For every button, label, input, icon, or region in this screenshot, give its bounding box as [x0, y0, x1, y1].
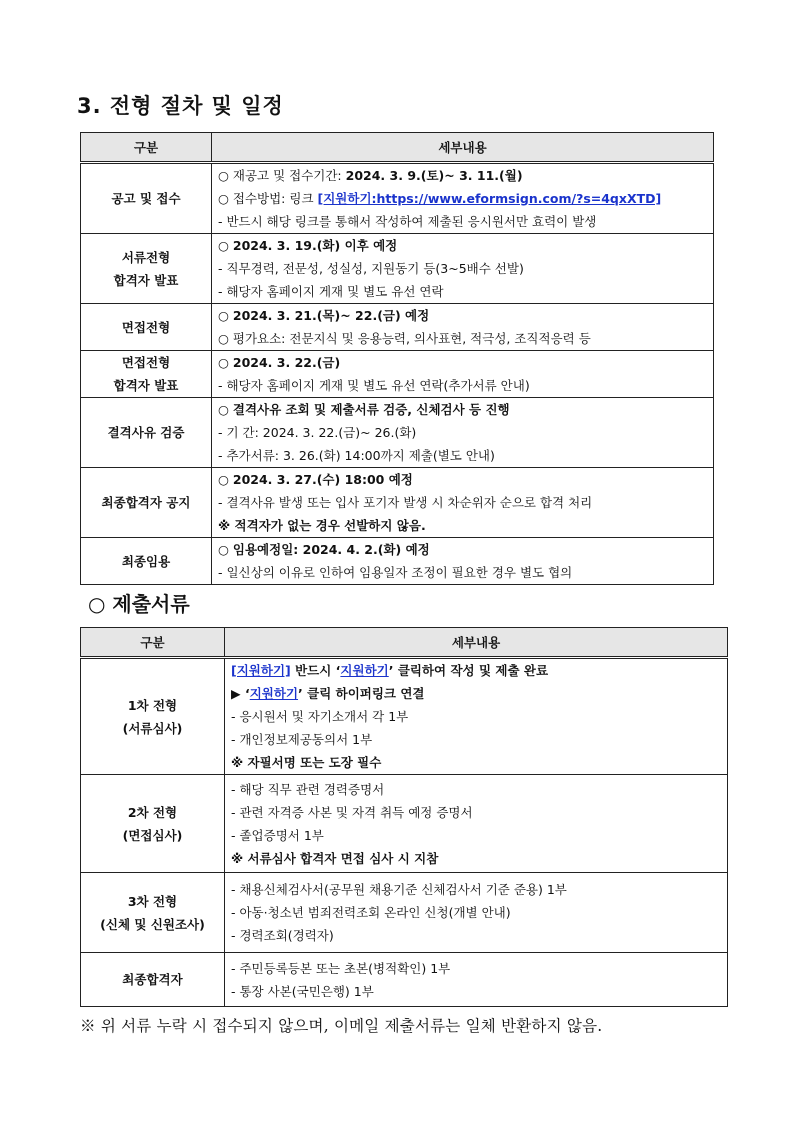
- row-category-label: (서류심사): [122, 720, 183, 736]
- detail-line: [218, 514, 713, 537]
- detail-line: [218, 561, 713, 584]
- row-category-label: 1차 전형: [127, 697, 178, 713]
- row-category-label: (신체 및 신원조사): [100, 916, 205, 932]
- row-category-label: 최종임용: [121, 553, 171, 569]
- row-details: [225, 775, 728, 873]
- detail-line: [218, 538, 713, 561]
- row-category: [81, 468, 212, 538]
- detail-text: - 결격사유 발생 또는 입사 포기자 발생 시 차순위자 순으로 합격 처리: [218, 495, 593, 510]
- detail-line: [231, 682, 727, 705]
- detail-text: - 추가서류: 3. 26.(화) 14:00까지 제출(별도 안내): [218, 448, 495, 463]
- header-category: 구분: [81, 628, 225, 658]
- detail-line: [231, 751, 727, 774]
- table-row: [81, 953, 728, 1007]
- row-category-label: 합격자 발표: [113, 378, 179, 393]
- detail-line: [218, 210, 713, 233]
- row-category: [81, 775, 225, 873]
- row-details: [225, 953, 728, 1007]
- footnote: ※ 위 서류 누락 시 접수되지 않으며, 이메일 제출서류는 일체 반환하지 않음.: [80, 1017, 603, 1035]
- detail-line: [231, 728, 727, 751]
- row-category-label: 2차 전형: [127, 804, 178, 820]
- apply-link[interactable]: 지원하기: [249, 686, 299, 701]
- row-category-label: 면접전형: [121, 319, 171, 335]
- detail-line: [231, 659, 727, 682]
- documents-title: ○ 제출서류: [88, 592, 190, 616]
- table-row: [81, 234, 714, 304]
- table-row: [81, 163, 714, 234]
- detail-text: - 주민등록등본 또는 초본(병적확인) 1부: [231, 960, 451, 976]
- row-category-label: 최종합격자 공지: [101, 495, 191, 510]
- detail-text: - 경력조회(경력자): [231, 928, 334, 943]
- detail-text: - 개인정보제공동의서 1부: [231, 732, 373, 747]
- row-details: [225, 658, 728, 775]
- detail-line: [218, 351, 713, 374]
- row-category-label: 결격사유 검증: [107, 425, 185, 440]
- detail-bold-text: 결격사유 조회 및 제출서류 검증, 신체검사 등 진행: [232, 402, 510, 417]
- detail-text: ○ 접수방법: 링크: [218, 191, 318, 206]
- row-details: [212, 468, 714, 538]
- row-category-label: 3차 전형: [127, 893, 178, 909]
- row-category-label: (면접심사): [122, 827, 183, 843]
- detail-line: [231, 824, 727, 847]
- row-category-label: 면접전형: [121, 355, 171, 370]
- apply-link[interactable]: 지원하기: [340, 663, 389, 678]
- row-details: [212, 163, 714, 234]
- table-row: [81, 304, 714, 351]
- detail-text: - 통장 사본(국민은행) 1부: [231, 983, 374, 999]
- row-category: [81, 304, 212, 351]
- detail-text: ○ 재공고 및 접수기간:: [218, 168, 346, 183]
- detail-line: [231, 924, 727, 947]
- header-details: 세부내용: [212, 133, 714, 163]
- detail-bold-text: 2024. 3. 19.(화) 이후 예정: [232, 238, 398, 253]
- detail-text: - 해당자 홈페이지 게재 및 별도 유선 연락: [218, 284, 444, 299]
- detail-text: ○: [218, 238, 233, 253]
- table-row: [81, 538, 714, 585]
- detail-line: [218, 280, 713, 303]
- row-category: [81, 398, 212, 468]
- table-row: [81, 351, 714, 398]
- detail-bold-text: ▶ ‘: [231, 686, 250, 701]
- detail-bold-text: 임용예정일: 2024. 4. 2.(화) 예정: [232, 542, 430, 557]
- row-category: [81, 873, 225, 953]
- table-row: [81, 468, 714, 538]
- table-row: [81, 658, 728, 775]
- detail-text: - 일신상의 이유로 인하여 임용일자 조정이 필요한 경우 별도 협의: [218, 565, 573, 580]
- detail-line: [218, 421, 713, 444]
- detail-bold-text: ※ 적격자가 없는 경우 선발하지 않음.: [218, 518, 426, 533]
- detail-bold-text: 2024. 3. 9.(토)~ 3. 11.(월): [345, 168, 523, 183]
- row-details: [212, 398, 714, 468]
- detail-text: - 직무경력, 전문성, 성실성, 지원동기 등(3~5배수 선발): [218, 261, 524, 276]
- row-details: [212, 234, 714, 304]
- detail-line: [231, 901, 727, 924]
- detail-text: - 채용신체검사서(공무원 채용기준 신체검사서 기준 준용) 1부: [231, 882, 567, 897]
- table-row: [81, 775, 728, 873]
- detail-text: - 관련 자격증 사본 및 자격 취득 예정 증명서: [231, 804, 473, 820]
- detail-bold-text: 2024. 3. 21.(목)~ 22.(금) 예정: [232, 308, 430, 323]
- detail-bold-text: ※ 자필서명 또는 도장 필수: [231, 755, 382, 770]
- detail-bold-text: 2024. 3. 27.(수) 18:00 예정: [232, 472, 413, 487]
- detail-text: - 해당자 홈페이지 게재 및 별도 유선 연락(추가서류 안내): [218, 378, 530, 393]
- detail-text: ○: [218, 542, 233, 557]
- detail-line: [218, 257, 713, 280]
- row-category: [81, 538, 212, 585]
- row-category-label: 합격자 발표: [113, 272, 179, 288]
- detail-text: ○: [218, 472, 233, 487]
- detail-bold-text: 반드시 ‘: [290, 663, 341, 678]
- detail-line: [231, 878, 727, 901]
- header-category: 구분: [81, 133, 212, 163]
- row-category-label: 공고 및 접수: [111, 191, 181, 206]
- detail-line: [218, 187, 713, 210]
- detail-text: ○: [218, 308, 233, 323]
- detail-text: - 아동·청소년 범죄전력조회 온라인 신청(개별 안내): [231, 905, 511, 920]
- detail-line: [231, 957, 727, 980]
- row-category: [81, 953, 225, 1007]
- schedule-table: [80, 132, 714, 585]
- detail-bold-text: ’ 클릭하여 작성 및 제출 완료: [388, 663, 549, 678]
- header-details: 세부내용: [225, 628, 728, 658]
- detail-text: ○: [218, 355, 233, 370]
- detail-line: [231, 705, 727, 728]
- row-category: [81, 351, 212, 398]
- apply-link[interactable]: [지원하기:https://www.eformsign.com/?s=4qxXTD]: [317, 191, 662, 206]
- detail-line: [218, 444, 713, 467]
- detail-text: ○ 평가요소: 전문지식 및 응용능력, 의사표현, 적극성, 조직적응력 등: [218, 331, 591, 346]
- row-details: [212, 304, 714, 351]
- row-details: [225, 873, 728, 953]
- detail-text: - 졸업증명서 1부: [231, 827, 324, 843]
- detail-bold-text: ’ 클릭 하이퍼링크 연결: [298, 686, 425, 701]
- apply-link[interactable]: [지원하기]: [231, 663, 291, 678]
- detail-bold-text: ※ 서류심사 합격자 면접 심사 시 지참: [231, 850, 439, 866]
- detail-text: - 반드시 해당 링크를 통해서 작성하여 제출된 응시원서만 효력이 발생: [218, 214, 597, 229]
- table-row: [81, 398, 714, 468]
- row-category: [81, 658, 225, 775]
- detail-line: [218, 374, 713, 397]
- row-category: [81, 234, 212, 304]
- row-category-label: 최종합격자: [122, 972, 183, 987]
- documents-table: [80, 627, 728, 1007]
- table-row: [81, 873, 728, 953]
- detail-line: [231, 801, 727, 824]
- row-category-label: 서류전형: [121, 249, 171, 265]
- detail-line: [218, 468, 713, 491]
- detail-line: [231, 980, 727, 1003]
- detail-text: - 기 간: 2024. 3. 22.(금)~ 26.(화): [218, 425, 417, 440]
- detail-line: [218, 234, 713, 257]
- detail-bold-text: 2024. 3. 22.(금): [232, 355, 341, 370]
- detail-text: - 해당 직무 관련 경력증명서: [231, 781, 385, 797]
- detail-line: [218, 304, 713, 327]
- detail-text: - 응시원서 및 자기소개서 각 1부: [231, 709, 409, 724]
- detail-line: [218, 327, 713, 350]
- detail-line: [218, 398, 713, 421]
- detail-text: ○: [218, 402, 233, 417]
- detail-line: [231, 778, 727, 801]
- detail-line: [218, 164, 713, 187]
- section-title: 3. 전형 절차 및 일정: [77, 94, 284, 118]
- row-details: [212, 538, 714, 585]
- detail-line: [231, 847, 727, 870]
- detail-line: [218, 491, 713, 514]
- row-details: [212, 351, 714, 398]
- row-category: [81, 163, 212, 234]
